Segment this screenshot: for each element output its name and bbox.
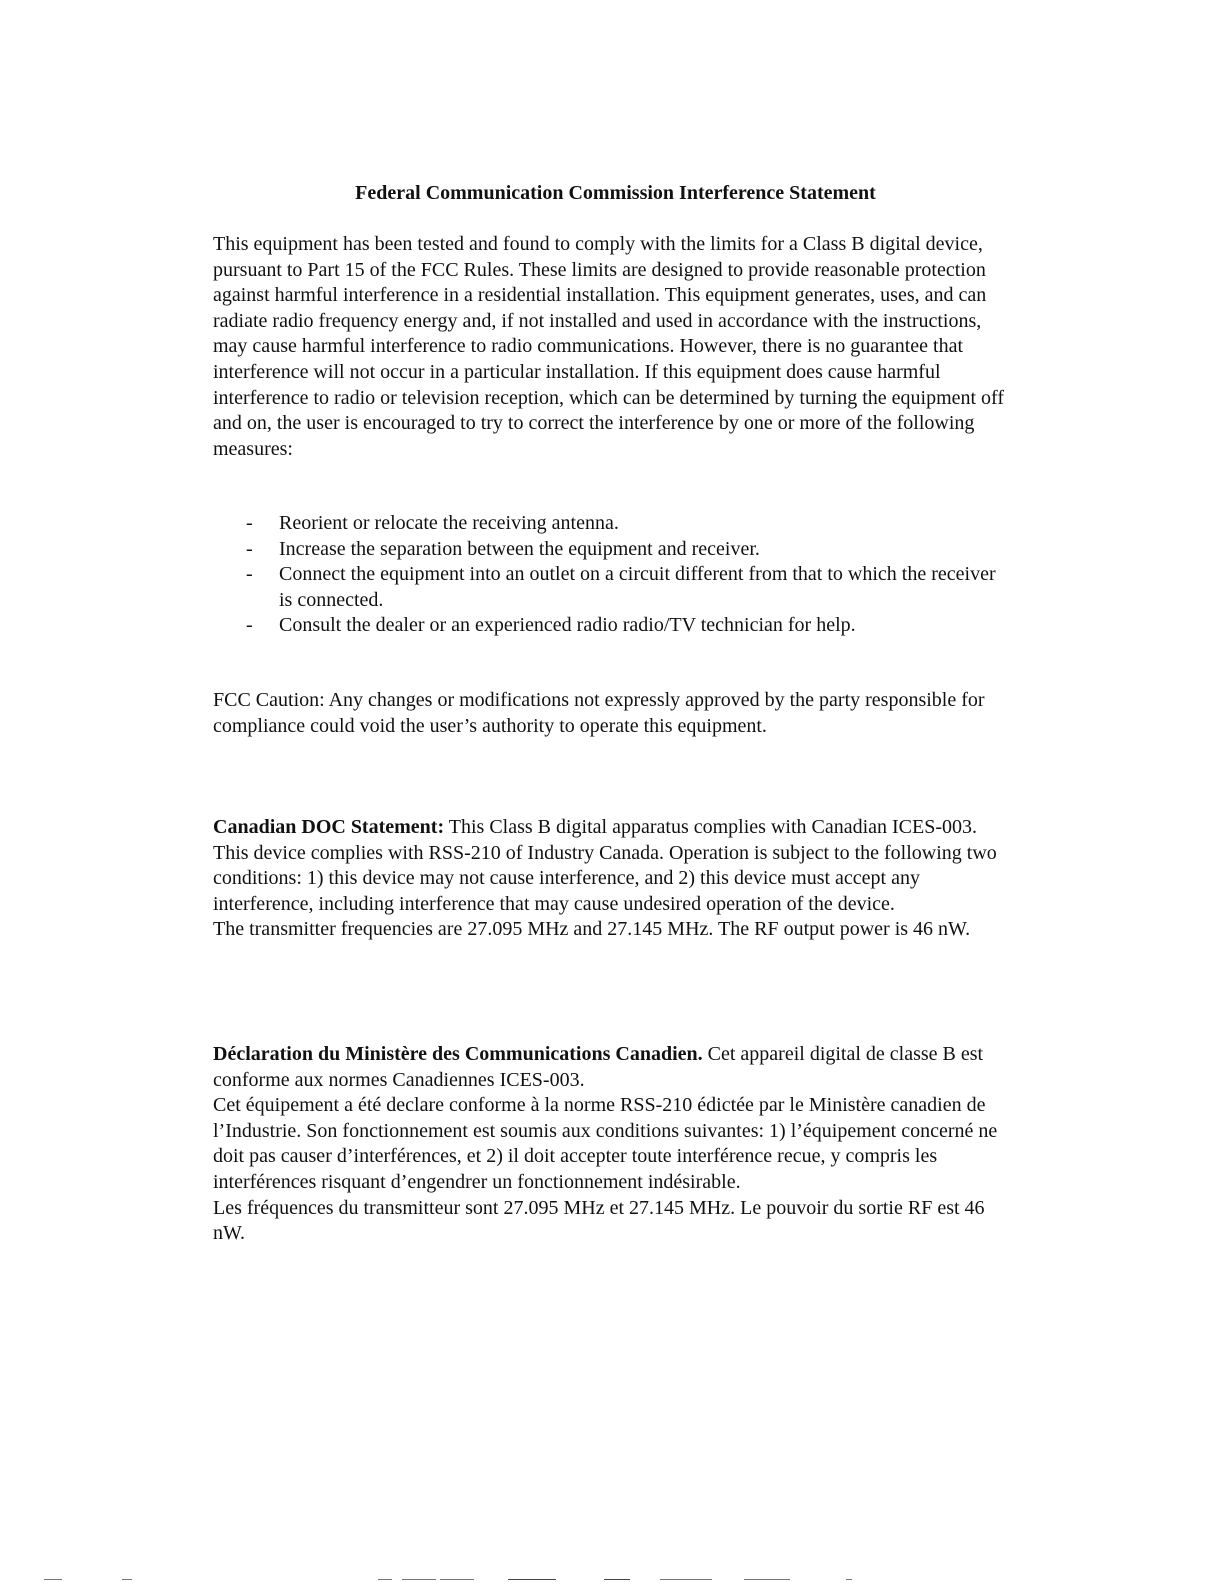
declaration-fr-heading: Déclaration du Ministère des Communications Canadien. [213,1043,703,1065]
canadian-doc-lead [213,815,1013,841]
declaration-fr-heading-text: Cet appareil digital de classe B est conforme aux normes Canadiennes ICES-003. [213,1043,984,1091]
measures-list [213,511,1013,639]
scan-mark [122,1579,132,1580]
declaration-fr-paragraph-1: Cet équipement a été declare conforme à la norme RSS-210 édictée par le Ministère canadien de l’Industrie. Son fonctionnement est soumis aux conditions suivantes: 1) l’équipement concerné ne doit pas causer d’interférences, et 2) il doit accepter toute interférence recue, y compris les interférences risquant d’engendrer un fonctionnement indésirable. [213,1094,998,1193]
scan-mark [604,1579,630,1580]
list-bullet: - [246,614,253,637]
page-title: Federal Communication Commission Interference Statement [355,182,876,204]
scan-mark [744,1579,790,1580]
scan-mark [44,1579,62,1580]
declaration-fr-lead [213,1042,1013,1093]
list-bullet: - [246,512,253,534]
canadian-doc-section [213,815,1013,943]
list-item-text: Connect the equipment into an outlet on a circuit different from that to which the receiver is connected. [279,563,996,611]
scan-mark [846,1579,852,1580]
fcc-intro-paragraph: This equipment has been tested and found to comply with the limits for a Class B digital device, pursuant to Part 15 of the FCC Rules. These limits are designed to provide reasonable protection against harmful interference in a residential installation. This equipment generates, uses, and can radiate radio frequency energy and, if not installed and used in accordance with the instructions, may cause harmful interference to radio communications. However, there is no guarantee that interference will not occur in a particular installation. If this equipment does cause harmful interference to radio or television reception, which can be determined by turning the equipment off and on, the user is encouraged to try to correct the interference by one or more of the following measures: [213,233,1005,460]
scan-mark [440,1579,474,1580]
fcc-caution-paragraph: FCC Caution: Any changes or modifications not expressly approved by the party responsible for compliance could void the user’s authority to operate this equipment. [213,689,985,737]
declaration-fr-section [213,1042,1013,1247]
list-item [213,613,1013,639]
scan-mark [660,1579,712,1580]
list-item-text: Reorient or relocate the receiving antenna. [279,512,619,534]
canadian-doc-paragraph-2: The transmitter frequencies are 27.095 MHz and 27.145 MHz. The RF output power is 46 nW. [213,918,971,941]
canadian-doc-paragraph-1: This device complies with RSS-210 of Industry Canada. Operation is subject to the following two conditions: 1) this device may not cause interference, and 2) this device must accept any interference, including interference that may cause undesired operation of the device. [213,841,997,915]
list-bullet: - [246,537,253,560]
scan-artifact-marks [0,1575,1231,1585]
list-bullet: - [246,563,253,586]
scan-mark [378,1579,392,1580]
canadian-doc-heading: Canadian DOC Statement: [213,816,445,838]
list-item-text: Consult the dealer or an experienced radio radio/TV technician for help. [279,614,856,637]
canadian-doc-heading-text: This Class B digital apparatus complies with Canadian ICES-003. [444,816,978,838]
list-item-text: Increase the separation between the equipment and receiver. [279,537,760,560]
declaration-fr-paragraph-2: Les fréquences du transmitteur sont 27.095 MHz et 27.145 MHz. Le pouvoir du sortie RF est 46 nW. [213,1196,985,1245]
scan-mark [402,1579,436,1580]
list-item [213,562,1013,613]
scan-mark [508,1579,556,1580]
list-item [213,537,1013,563]
list-item [213,511,1013,537]
